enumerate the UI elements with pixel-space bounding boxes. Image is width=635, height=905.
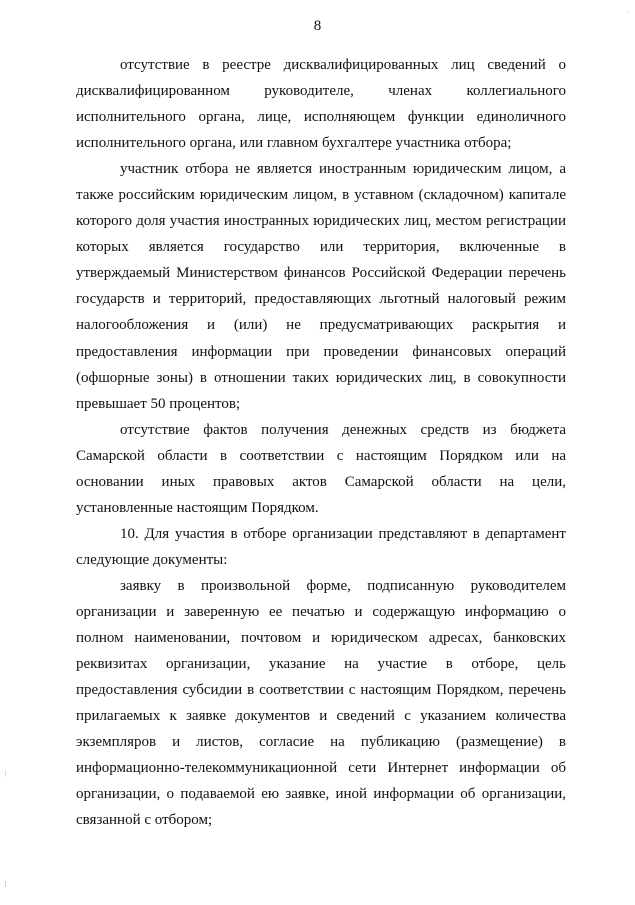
paragraph-item-10: 10. Для участия в отборе организации представляют в департамент следующие документы:	[76, 525, 566, 568]
paragraph-no-budget-funds: отсутствие фактов получения денежных средств из бюджета Самарской области в соответствии с настоящим Порядком или на основании иных правовых актов Самарской области на цели, установленные настоящим Порядком.	[76, 421, 566, 516]
document-body	[76, 52, 566, 833]
scan-edge-mark: ⁞	[4, 880, 7, 890]
scan-edge-mark: ⁝	[4, 770, 7, 780]
scan-edge-mark: ·	[626, 8, 629, 18]
paragraph-disqualified-persons: отсутствие в реестре дисквалифицированных лиц сведений о дисквалифицированном руководителе, членах коллегиального исполнительного органа, лице, исполняющем функции единоличного исполнительного органа, или главном бухгалтере участника отбора;	[76, 57, 566, 152]
page-number: 8	[313, 18, 322, 34]
paragraph-application: заявку в произвольной форме, подписанную руководителем организации и заверенную ее печатью и содержащую информацию о полном наименовании, почтовом и юридическом адресах, банковских реквизитах организации, указание на участие в отборе, цель предоставления субсидии в соответствии с настоящим Порядком, перечень прилагаемых к заявке документов и сведений с указанием количества экземпляров и листов, согласие на публикацию (размещение) в информационно-телекоммуникационной сети Интернет информации об организации, о подаваемой ею заявке, иной информации об организации, связанной с отбором;	[76, 577, 566, 829]
paragraph-not-foreign-entity: участник отбора не является иностранным юридическим лицом, а также российским юридическим лицом, в уставном (складочном) капитале которого доля участия иностранных юридических лиц, местом регистрации которых является государство или территория, включенные в утверждаемый Министерством финансов Российской Федерации перечень государств и территорий, предоставляющих льготный налоговый режим налогообложения и (или) не предусматривающих раскрытия и предоставления информации при проведении финансовых операций (офшорные зоны) в отношении таких юридических лиц, в совокупности превышает 50 процентов;	[76, 161, 566, 412]
